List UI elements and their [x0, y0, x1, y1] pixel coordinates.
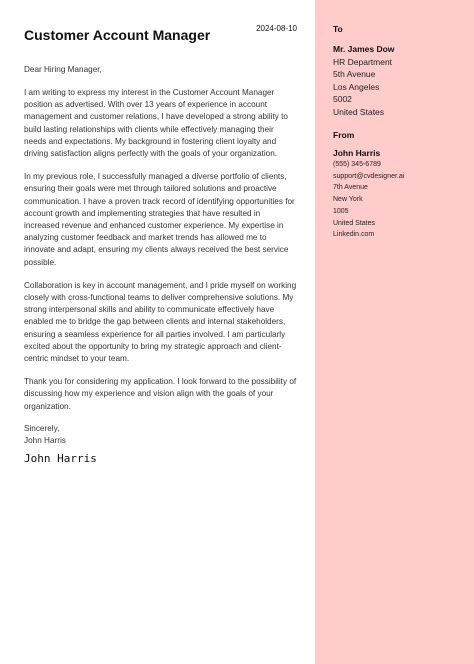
sender-phone: (555) 345-6789 [333, 161, 381, 168]
recipient-line: United States [333, 106, 385, 117]
closing-name: John Harris [24, 436, 66, 446]
salutation: Dear Hiring Manager, [24, 65, 102, 74]
closing [24, 423, 297, 447]
recipient-line: HR Department [333, 56, 393, 67]
page-title: Customer Account Manager [24, 27, 211, 43]
recipient-name: Mr. James Dow [333, 44, 395, 54]
recipient-line: Los Angeles [333, 81, 380, 92]
contact-sidebar [315, 0, 474, 664]
letter-header [24, 24, 297, 60]
signature: John Harris [24, 452, 97, 466]
sender-linkedin-link[interactable]: Linkedin.com [333, 231, 375, 239]
paragraph-1: I am writing to express my interest in the Customer Account Manager position as advertised. With over 13 years of experience in account management and customer relations, I have developed a strong ability to build lasting relationships with clients while effectively managing their needs and expectations. My background in fostering client loyalty and driving satisfaction aligns perfectly with the goals of your organization. [24, 88, 288, 159]
sender-zip: 1005 [333, 207, 349, 215]
paragraph-2: In my previous role, I successfully managed a diverse portfolio of clients, ensuring their goals were met through tailored solutions and proactive communication. I have a proven track record of identifying opportunities for account growth and implementing strategies that have resulted in increased revenue and enhanced customer experience. My expertise in analyzing customer feedback and market trends has allowed me to innovate and adapt, ensuring my clients always received the best service possible. [24, 172, 295, 267]
sender-email[interactable]: support@cvdesigner.ai [333, 172, 405, 180]
letter-date: 2024-08-10 [256, 24, 297, 33]
paragraph-4: Thank you for considering my application. I look forward to the possibility of discussing how my experience and vision align with the goals of your organization. [24, 377, 297, 411]
paragraph-3: Collaboration is key in account management, and I pride myself on working closely with cross-functional teams to deliver comprehensive solutions. My strong interpersonal skills and ability to communicate effectively have enabled me to bridge the gap between clients and internal stakeholders, ensuring a seamless experience for all parties involved. I am particularly excited about the opportunity to bring my strategic approach and client-centric mindset to your team. [24, 280, 297, 364]
recipient-line: 5002 [333, 94, 352, 104]
sender-street: 7th Avenue [333, 184, 368, 192]
sender-name: John Harris [333, 148, 381, 158]
closing-phrase: Sincerely, [24, 423, 60, 433]
sender-heading: From [333, 130, 355, 140]
recipient-line: 5th Avenue [333, 69, 376, 79]
sender-country: United States [333, 219, 376, 227]
sender-city: New York [333, 196, 363, 204]
recipient-heading: To [333, 24, 343, 34]
